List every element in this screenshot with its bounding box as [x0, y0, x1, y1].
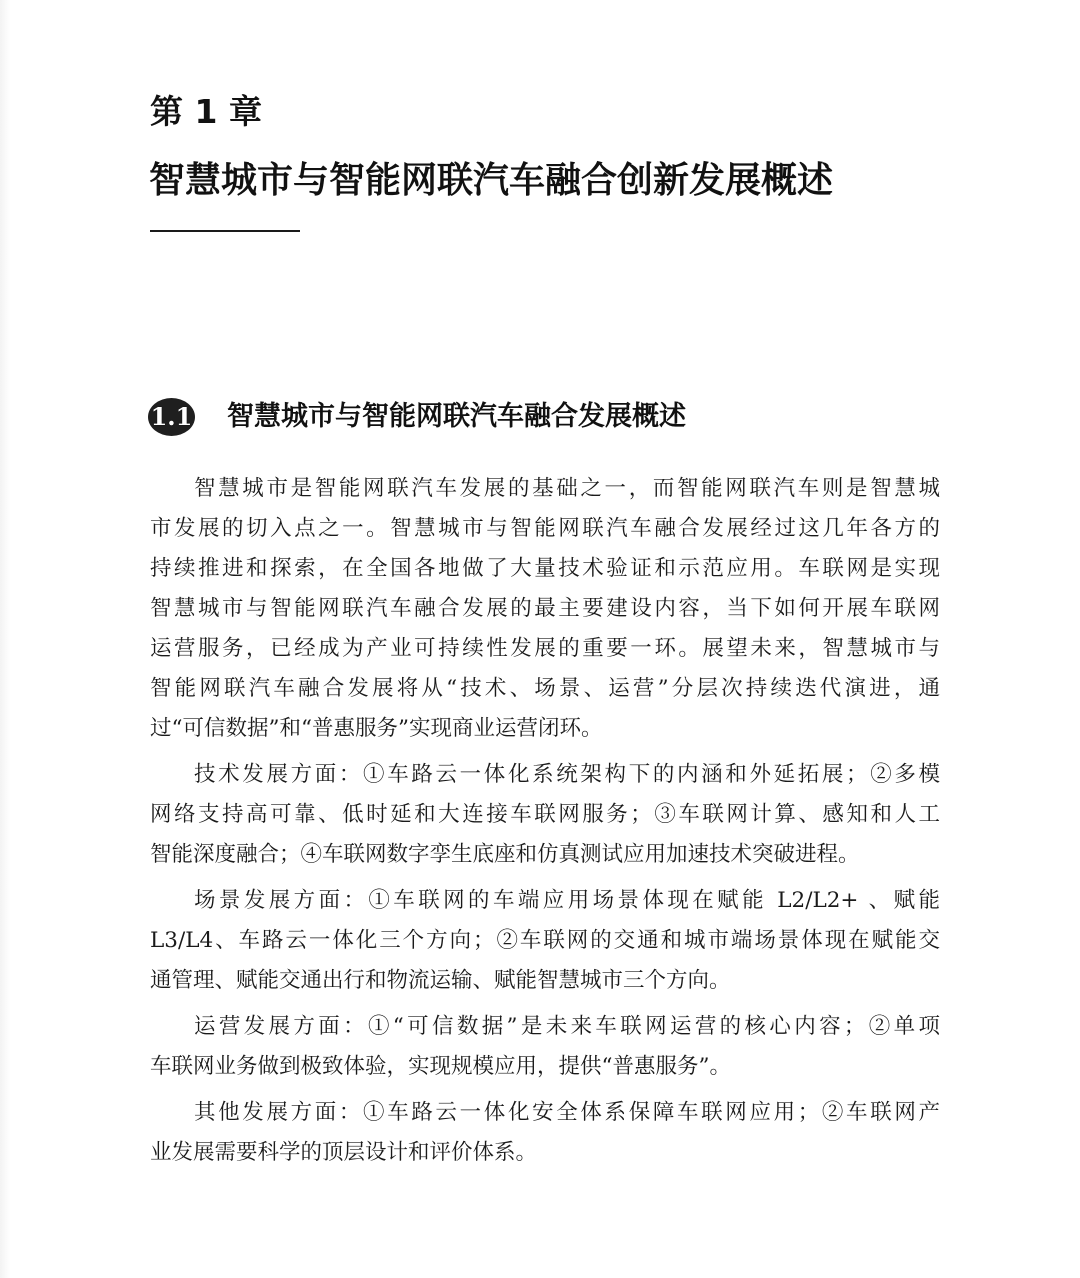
chapter-title: 智慧城市与智能网联汽车融合创新发展概述: [149, 160, 834, 201]
paragraph-line: 市发展的切入点之一。智慧城市与智能网联汽车融合发展经过这几年各方的: [150, 516, 940, 541]
paragraph-line: 智慧城市与智能网联汽车融合发展的最主要建设内容，当下如何开展车联网: [150, 596, 940, 621]
paragraph-4: [150, 1007, 940, 1087]
paragraph-line: 运营发展方面：①“可信数据”是未来车联网运营的核心内容；②单项: [194, 1014, 940, 1039]
paragraph-line: 过“可信数据”和“普惠服务”实现商业运营闭环。: [150, 716, 603, 741]
paragraph-line: 业发展需要科学的顶层设计和评价体系。: [150, 1140, 538, 1165]
paragraph-line: 智能深度融合；④车联网数字孪生底座和仿真测试应用加速技术突破进程。: [150, 842, 860, 867]
paragraph-2: [150, 755, 940, 875]
paragraph-line: 网络支持高可靠、低时延和大连接车联网服务；③车联网计算、感知和人工: [150, 802, 940, 827]
paragraph-line: 技术发展方面：①车路云一体化系统架构下的内涵和外延拓展；②多模: [194, 762, 940, 787]
paragraph-5: [150, 1093, 940, 1173]
paragraph-1: [150, 469, 940, 749]
paragraph-line: 运营服务，已经成为产业可持续性发展的重要一环。展望未来，智慧城市与: [150, 636, 940, 661]
page-edge-shadow: [0, 0, 10, 1278]
paragraph-line: 通管理、赋能交通出行和物流运输、赋能智慧城市三个方向。: [150, 968, 731, 993]
paragraph-line: 智慧城市是智能网联汽车发展的基础之一，而智能网联汽车则是智慧城: [194, 476, 940, 501]
paragraph-1-full-text: [0, 5, 1072, 91]
paragraph-line: 车联网业务做到极致体验，实现规模应用，提供“普惠服务”。: [150, 1054, 731, 1079]
paragraph-4-full-text: [52, 143, 960, 160]
paragraph-line: 智能网联汽车融合发展将从“技术、场景、运营”分层次持续迭代演进，通: [150, 676, 940, 701]
paragraph-line: 场景发展方面：①车联网的车端应用场景体现在赋能 L2/L2+ 、赋能: [194, 888, 940, 913]
paragraph-line: 持续推进和探索，在全国各地做了大量技术验证和示范应用。车联网是实现: [150, 556, 940, 581]
paragraph-line: L3/L4、车路云一体化三个方向；②车联网的交通和城市端场景体现在赋能交: [150, 928, 940, 953]
body-text: [150, 469, 940, 1173]
paragraph-line: 其他发展方面：①车路云一体化安全体系保障车联网应用；②车联网产: [194, 1100, 940, 1125]
section-number-badge: 1.1: [148, 398, 195, 436]
paragraph-3: [150, 881, 940, 1001]
section-title: 智慧城市与智能网联汽车融合发展概述: [227, 400, 686, 432]
chapter-label: 第 1 章: [150, 92, 262, 131]
title-underline: [150, 230, 300, 232]
section-heading: [148, 397, 686, 437]
